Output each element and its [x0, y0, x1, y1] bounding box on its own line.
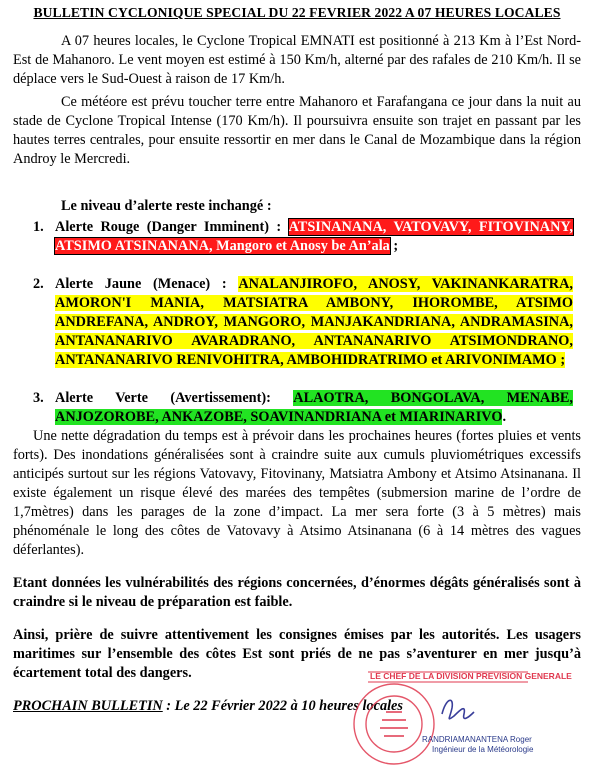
alert-label-green: Alerte Verte (Avertissement):	[55, 390, 271, 406]
alert-suffix: ;	[393, 238, 399, 254]
alert-number: 2.	[33, 276, 44, 292]
next-bulletin-label: PROCHAIN BULLETIN	[13, 698, 163, 714]
signature	[442, 700, 474, 719]
stamp-role: Ingénieur de la Météorologie	[432, 745, 534, 754]
paragraph-impacts: Une nette dégradation du temps est à prévoir dans les prochaines heures (fortes pluies et vents forts). Des inondations généralisées sont à craindre suite aux cumuls pluviométriques excessifs anticipés surtout sur les régions Vatovavy, Fitovinany, Matsiatra Ambony et Atsimo Atsinanana. Il existe également un risque élevé des marées des tempêtes (submersion marine de l’ordre de 1,7mètres) dans les parages de la zone d’impact. La mer sera forte (3 à 5 mètres) mais phénoménale le long des côtes de Vatovavy à Atsimo Atsinanana (6 à 14 mètres des vagues déferlantes).	[13, 428, 581, 558]
alert-item-green	[33, 389, 573, 427]
alert-label-red: Alerte Rouge (Danger Imminent) :	[55, 219, 282, 235]
next-bulletin-text: : Le 22 Février 2022 à 10 heures locales	[162, 698, 403, 714]
alert-item-red	[33, 218, 573, 256]
paragraph-vulnerability: Etant données les vulnérabilités des régions concernées, d’énormes dégâts généralisés sont à craindre si le niveau de préparation est faible.	[13, 575, 581, 610]
alert-intro: Le niveau d’alerte reste inchangé :	[61, 198, 272, 214]
alert-regions-green: ALAOTRA, BONGOLAVA, MENABE, ANJOZOROBE, ANKAZOBE, SOAVINANDRIANA et MIARINARIVO	[55, 390, 573, 425]
alert-regions-yellow: ANALANJIROFO, ANOSY, VAKINANKARATRA, AMORON'I MANIA, MATSIATRA AMBONY, IHOROMBE, ATSIMO ANDREFANA, ANDROY, MANGORO, MANJAKANDRIANA, ANDRAMASINA, ANTANANARIVO AVARADRANO, ANTANANARIVO ATSIMONDRANO, ANTANANARIVO RENIVOHITRA, AMBOHIDRATRIMO et ARIVONIMAMO ;	[55, 276, 573, 368]
alert-list	[33, 218, 573, 427]
stamp-name: RANDRIAMANANTENA Roger	[422, 735, 532, 744]
alert-label-yellow: Alerte Jaune (Menace) :	[55, 276, 227, 292]
alert-item-yellow	[33, 275, 573, 370]
alert-suffix: .	[502, 409, 507, 425]
bulletin-page	[13, 3, 581, 716]
paragraph-instructions: Ainsi, prière de suivre attentivement les consignes émises par les autorités. Les usagers maritimes sur l’ensemble des côtes Est sont priés de ne pas s’aventurer en mer jusqu’à écartement total des dangers.	[13, 627, 581, 681]
alert-number: 1.	[33, 219, 44, 235]
official-stamp	[350, 668, 572, 766]
bulletin-title: BULLETIN CYCLONIQUE SPECIAL DU 22 FEVRIER 2022 A 07 HEURES LOCALES	[33, 5, 561, 20]
paragraph-forecast: Ce météore est prévu toucher terre entre Mahanoro et Farafangana ce jour dans la nuit au stade de Cyclone Tropical Intense (170 Km/h). Il poursuivra ensuite son trajet en passant par les hautes terres centrales, pour ensuite ressortir en mer dans le Canal de Mozambique dans la région Androy le Mercredi.	[13, 94, 581, 167]
round-seal	[354, 684, 434, 764]
alert-number: 3.	[33, 390, 44, 406]
paragraph-position: A 07 heures locales, le Cyclone Tropical EMNATI est positionné à 213 Km à l’Est Nord-Est de Mahanoro. Le vent moyen est estimé à 150 Km/h, alterné par des rafales de 210 Km/h. Il se déplace vers le Sud-Ouest à raison de 17 Km/h.	[13, 33, 581, 87]
stamp-header: LE CHEF DE LA DIVISION PREVISION GENERALE	[370, 671, 572, 681]
alert-regions-red: ATSINANANA, VATOVAVY, FITOVINANY, ATSIMO ATSINANANA, Mangoro et Anosy be An’ala	[55, 219, 574, 254]
